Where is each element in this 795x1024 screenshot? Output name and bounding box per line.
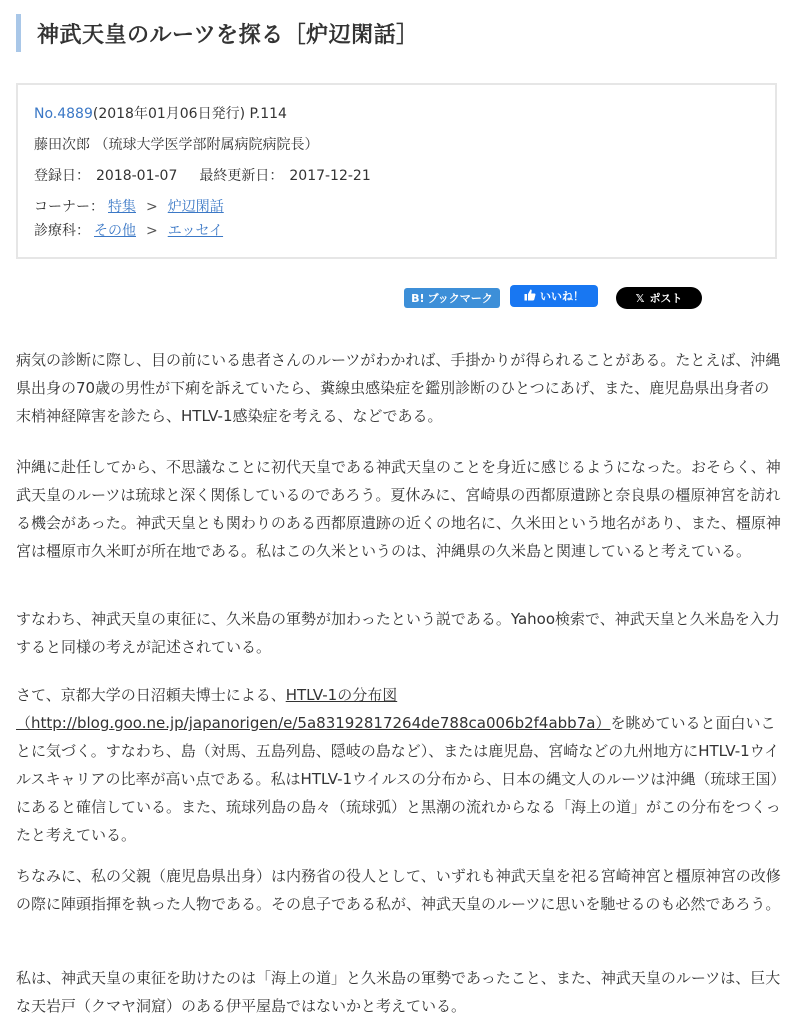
htlv-map-link[interactable]: HTLV-1の分布図（http://blog.goo.ne.jp/japanorigen/e/5a83192817264de788ca006b2f4abb7a）: [16, 686, 611, 732]
breadcrumb-separator: >: [146, 223, 158, 239]
paragraph-text: [16, 681, 781, 849]
dates-row: [34, 167, 371, 185]
paragraph-text: ちなみに、私の父親（鹿児島県出身）は内務省の役人として、いずれも神武天皇を祀る宮崎神宮と橿原神宮の改修の際に陣頭指揮を執った人物である。その息子である私が、神武天皇のルーツに思いを馳せるのも必然であろう。: [16, 867, 781, 913]
updated-date: 2017-12-21: [289, 168, 371, 184]
corner-label: コーナー：: [34, 199, 104, 215]
hatena-icon: B!: [411, 291, 425, 305]
corner-link-feature[interactable]: 特集: [108, 199, 136, 215]
hatena-label: ブックマーク: [427, 292, 493, 305]
title-bar: [16, 14, 419, 52]
hatena-bookmark-button[interactable]: [404, 288, 500, 308]
article-meta-box: [16, 83, 777, 259]
paragraph-text: 私は、神武天皇の東征を助けたのは「海上の道」と久米島の軍勢であったこと、また、神武天皇のルーツは、巨大な天岩戸（クマヤ洞窟）のある伊平屋島ではないかと考えている。: [16, 969, 781, 1015]
issue-info: (2018年01月06日発行) P.114: [92, 106, 287, 122]
page-title: 神武天皇のルーツを探る［炉辺閑話］: [37, 22, 419, 48]
corner-link-essay-column[interactable]: 炉辺閑話: [167, 199, 224, 215]
updated-label: 最終更新日：: [199, 168, 284, 184]
paragraph-text: 病気の診断に際し、目の前にいる患者さんのルーツがわかれば、手掛かりが得られることがある。たとえば、沖縄県出身の70歳の男性が下痢を訴えていたら、糞線虫感染症を鑑別診断のひとつにあげ、また、鹿児島県出身者の末梢神経障害を診たら、HTLV-1感染症を考える、などである。: [16, 351, 781, 425]
registered-date: 2018-01-07: [96, 168, 178, 184]
paragraph-text-after-link: を眺めていると面白いことに気づく。すなわち、島（対馬、五島列島、隠岐の島など）、または鹿児島、宮崎などの九州地方にHTLV-1ウイルスキャリアの比率が高い点である。私はHTLV-1ウイルスの分布から、日本の縄文人のルーツは沖縄（琉球王国）にあると確信している。また、琉球列島の島々（琉球弧）と黒潮の流れからなる「海上の道」がこの分布をつくったと考えている。: [16, 714, 781, 844]
article-paragraph: [16, 605, 781, 661]
like-label: いいね！: [540, 290, 584, 303]
thumbs-up-icon: [524, 289, 536, 304]
article-paragraph: [16, 964, 781, 1020]
post-label: ポスト: [649, 292, 683, 305]
author-row: [34, 136, 318, 154]
registered-label: 登録日：: [34, 168, 90, 184]
breadcrumb-separator: >: [146, 199, 158, 215]
x-logo-icon: 𝕏: [635, 291, 645, 305]
paragraph-text-before-link: さて、京都大学の日沼頼夫博士による、: [16, 686, 286, 704]
facebook-like-button[interactable]: [510, 285, 598, 307]
department-row: [34, 222, 223, 240]
article-paragraph: [16, 346, 781, 430]
x-post-button[interactable]: [616, 287, 702, 309]
department-link-other[interactable]: その他: [94, 223, 136, 239]
department-link-essay[interactable]: エッセイ: [167, 223, 224, 239]
issue-row: [34, 105, 287, 123]
paragraph-text: 沖縄に赴任してから、不思議なことに初代天皇である神武天皇のことを身近に感じるようになった。おそらく、神武天皇のルーツは琉球と深く関係しているのであろう。夏休みに、宮崎県の西都原遺跡と奈良県の橿原神宮を訪れる機会があった。神武天皇とも関わりのある西都原遺跡の近くの地名に、久米田という地名があり、また、橿原神宮は橿原市久米町が所在地である。私はこの久米というのは、沖縄県の久米島と関連していると考えている。: [16, 458, 781, 560]
author: 藤田次郎 （琉球大学医学部附属病院病院長）: [34, 137, 319, 153]
issue-link[interactable]: No.4889: [34, 106, 93, 122]
article-paragraph: [16, 681, 781, 849]
department-label: 診療科：: [34, 223, 90, 239]
paragraph-text: すなわち、神武天皇の東征に、久米島の軍勢が加わったという説である。Yahoo検索で、神武天皇と久米島を入力すると同様の考えが記述されている。: [16, 610, 780, 656]
corner-row: [34, 198, 224, 216]
article-paragraph: [16, 862, 781, 918]
article-paragraph: [16, 453, 781, 565]
